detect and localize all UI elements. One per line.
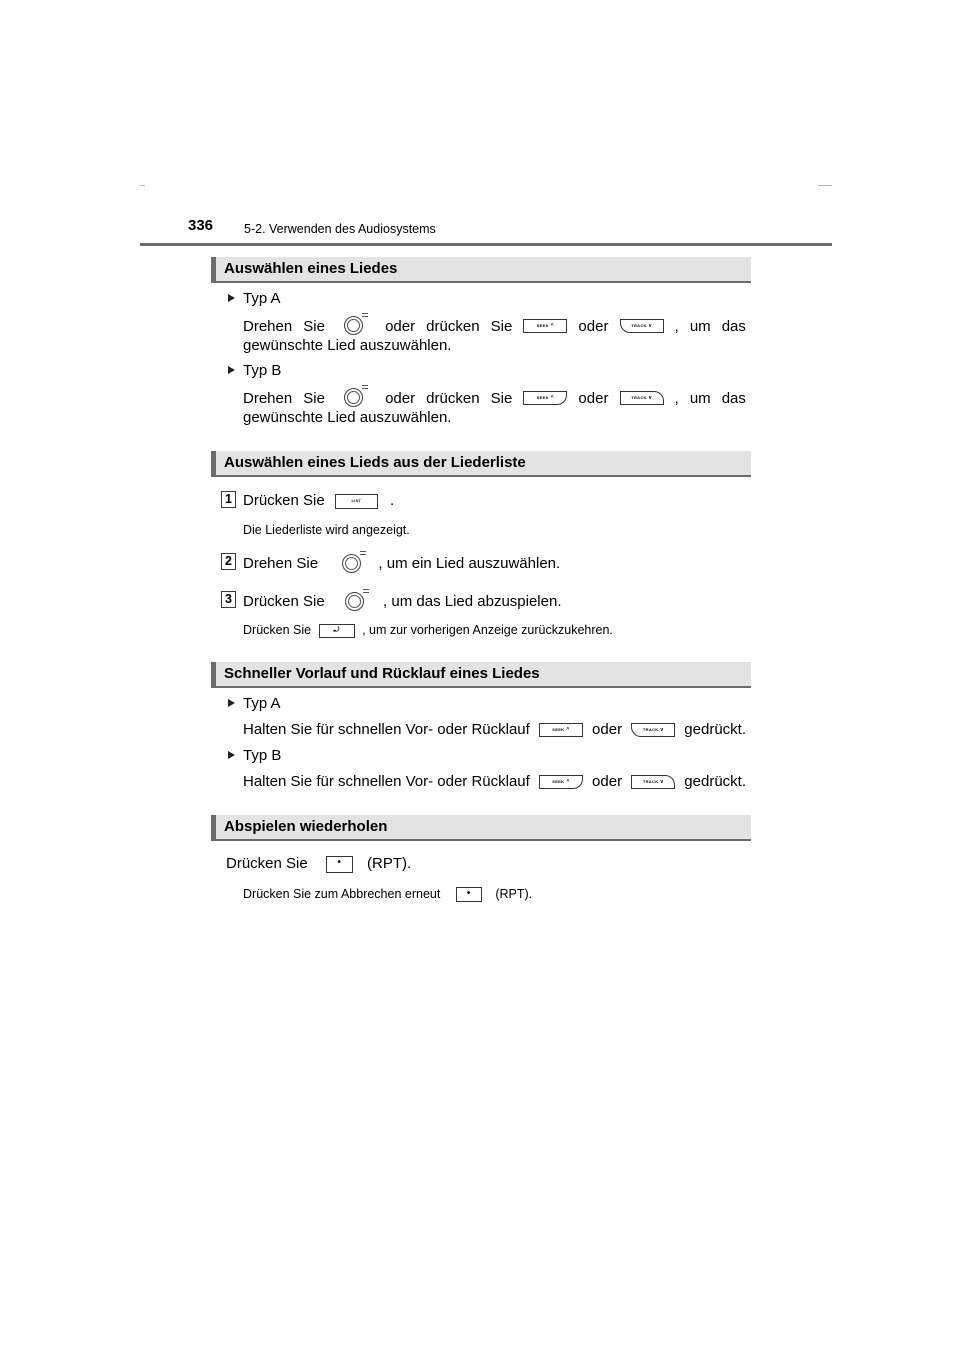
step-number-2: 2: [221, 553, 236, 570]
list-button-icon: LIST: [335, 494, 378, 509]
track-down-button-icon: TRACK v: [620, 391, 664, 405]
step-3-text: Drücken Sie , um das Lied abzuspielen.: [243, 589, 562, 615]
seek-up-button-icon: SEEK ^: [539, 723, 583, 737]
step-1-text: Drücken Sie LIST .: [243, 492, 395, 509]
type-a-instruction-line1: Drehen Sie oder drücken Sie SEEK ^ oder TRACK v , um das: [243, 313, 746, 339]
crop-mark-left: [140, 185, 145, 186]
section-header-fast-forward: Schneller Vorlauf und Rücklauf eines Liedes: [211, 662, 751, 688]
step-3-note: Drücken Sie ⤾ , um zur vorherigen Anzeige zurückzukehren.: [243, 623, 613, 637]
ff-type-a-label: Typ A: [243, 695, 281, 712]
rpt-button-icon: •: [326, 856, 353, 873]
header-rule: [140, 243, 832, 246]
seek-up-button-icon: SEEK ^: [539, 775, 583, 789]
type-b-label: Typ B: [243, 362, 282, 379]
repeat-text: Drücken Sie • (RPT).: [226, 855, 412, 872]
step-1-note: Die Liederliste wird angezeigt.: [243, 523, 410, 537]
type-b-instruction-line2: gewünschte Lied auszuwählen.: [243, 409, 452, 426]
section-header-select-song: Auswählen eines Liedes: [211, 257, 751, 283]
step-number-1: 1: [221, 491, 236, 508]
ff-type-a-text: Halten Sie für schnellen Vor- oder Rücklauf SEEK ^ oder TRACK v gedrückt.: [243, 721, 746, 738]
crop-mark-right: [818, 185, 832, 186]
track-down-button-icon: TRACK v: [631, 775, 675, 789]
chapter-title: 5-2. Verwenden des Audiosystems: [244, 222, 436, 236]
type-a-label: Typ A: [243, 290, 281, 307]
section-header-repeat: Abspielen wiederholen: [211, 815, 751, 841]
ff-type-b-text: Halten Sie für schnellen Vor- oder Rücklauf SEEK ^ oder TRACK v gedrückt.: [243, 773, 746, 790]
rpt-button-icon: •: [456, 887, 482, 902]
tune-knob-icon: [337, 589, 375, 615]
step-number-3: 3: [221, 591, 236, 608]
back-button-icon: ⤾: [319, 624, 355, 638]
step-2-text: Drehen Sie , um ein Lied auszuwählen.: [243, 551, 560, 577]
ff-type-b-label: Typ B: [243, 747, 282, 764]
type-b-instruction-line1: Drehen Sie oder drücken Sie SEEK ^ oder TRACK v , um das: [243, 385, 746, 411]
type-a-instruction-line2: gewünschte Lied auszuwählen.: [243, 337, 452, 354]
repeat-note: Drücken Sie zum Abbrechen erneut • (RPT).: [243, 887, 533, 901]
page-number: 336: [188, 217, 214, 234]
track-down-button-icon: TRACK v: [620, 319, 664, 333]
track-down-button-icon: TRACK v: [631, 723, 675, 737]
seek-up-button-icon: SEEK ^: [523, 319, 567, 333]
section-header-song-list: Auswählen eines Lieds aus der Liederliste: [211, 451, 751, 477]
tune-knob-icon: [334, 551, 372, 577]
seek-up-button-icon: SEEK ^: [523, 391, 567, 405]
